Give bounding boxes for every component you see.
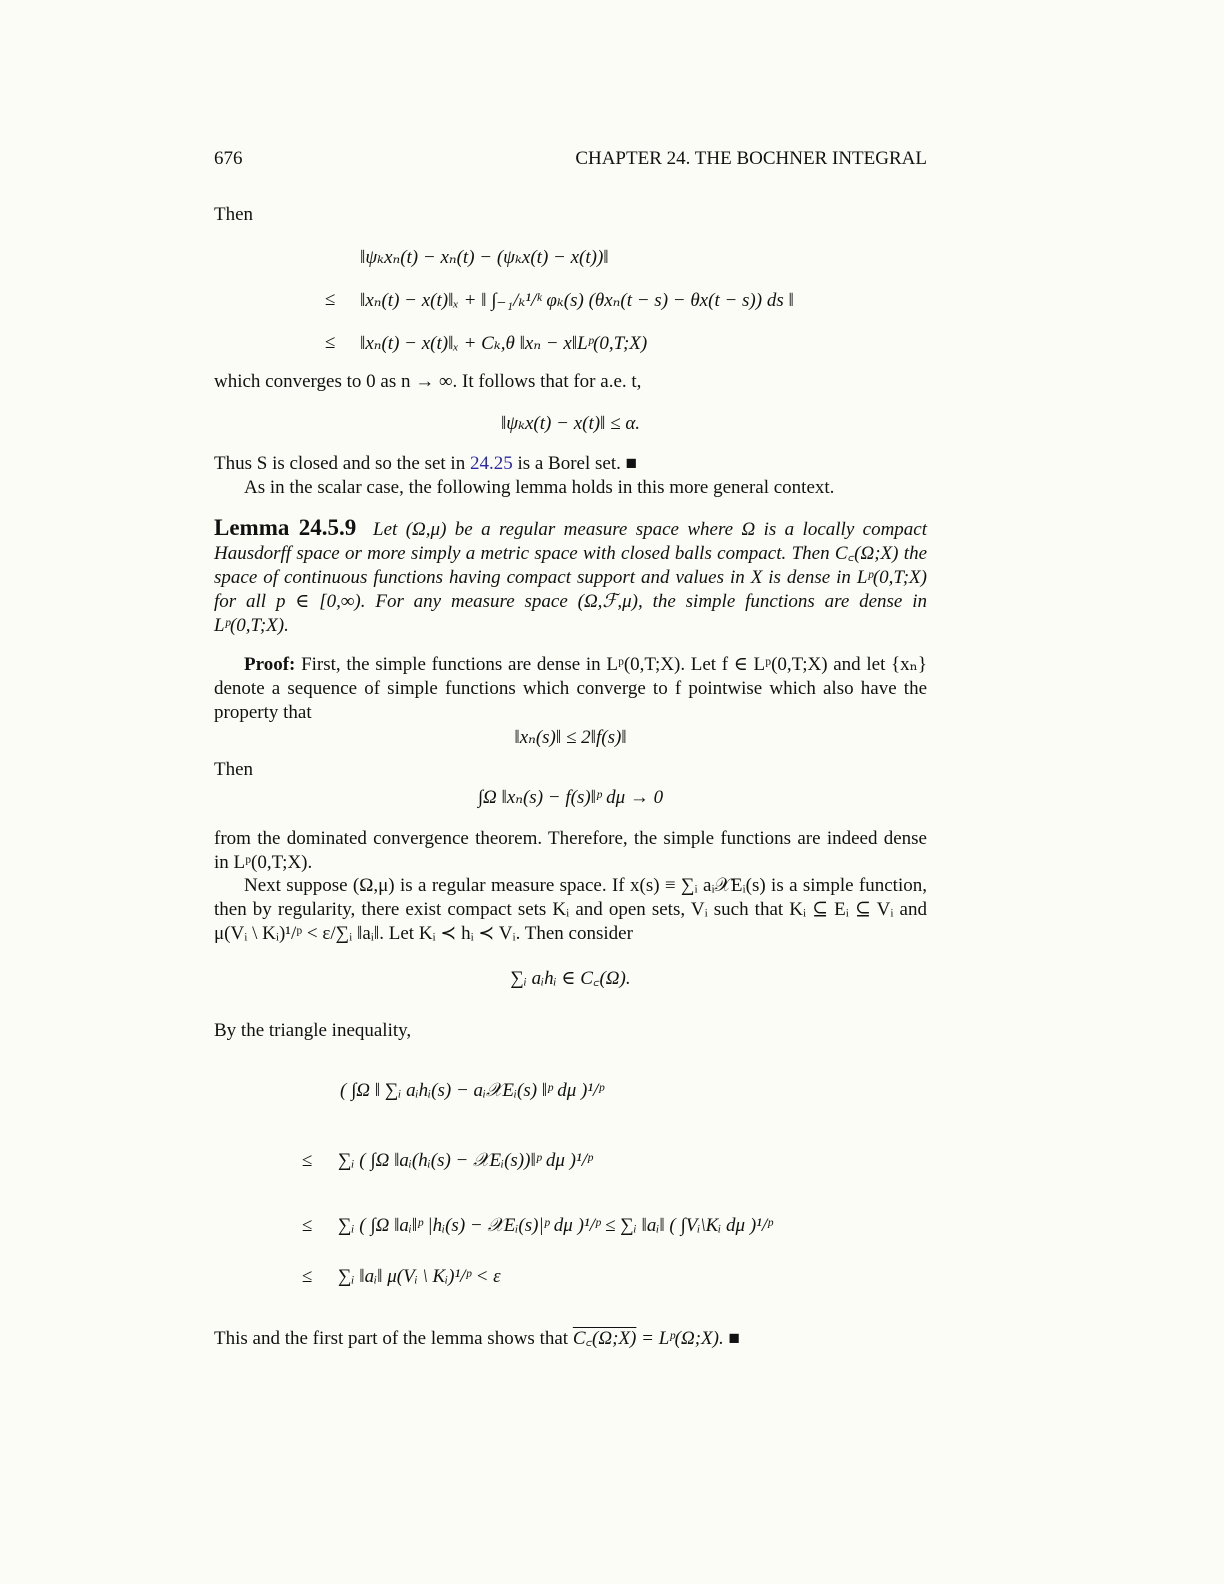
thus-before: Thus S is closed and so the set in (214, 453, 470, 474)
conclusion-text (214, 1324, 740, 1350)
equation-4: ∫Ω ‖xₙ(s) − f(s)‖ᵖ dμ → 0 (477, 787, 664, 808)
eq6-line2: ∑ᵢ ( ∫Ω ‖aᵢ(hᵢ(s) − 𝒳Eᵢ(s))‖ᵖ dμ )¹/ᵖ (338, 1150, 593, 1171)
eq1-line3: ‖xₙ(t) − x(t)‖ₓ + Cₖ,θ ‖xₙ − x‖Lᵖ(0,T;X) (360, 333, 648, 354)
thus-after: is a Borel set. ■ (512, 453, 638, 474)
eq6-line3: ∑ᵢ ( ∫Ω ‖aᵢ‖ᵖ |hᵢ(s) − 𝒳Eᵢ(s)|ᵖ dμ )¹/ᵖ ≤ ∑ᵢ ‖aᵢ‖ ( ∫Vᵢ\Kᵢ dμ )¹/ᵖ (338, 1215, 773, 1236)
lemma-text: Let (Ω,μ) be a regular measure space where Ω is a locally compact Hausdorff space or more simply a metric space with closed balls compact. Then C꜀(Ω;X) the space of continuous functions having compact support and values in X is dense in Lᵖ(0,T;X) for all p ∈ [0,∞). For any measure space (Ω,ℱ,μ), the simple functions are dense in Lᵖ(0,T;X). (214, 519, 928, 636)
converges-text: which converges to 0 as n → ∞. It follows that for a.e. t, (214, 371, 642, 392)
eq1-rel2: ≤ (325, 289, 336, 310)
proof-text: First, the simple functions are dense in Lᵖ(0,T;X). Let f ∈ Lᵖ(0,T;X) and let {xₙ} denote a sequence of simple functions which converge to f pointwise which also have the property that (214, 654, 928, 723)
eq6-rel2: ≤ (302, 1150, 313, 1171)
triangle-text: By the triangle inequality, (214, 1020, 412, 1041)
then-text-2: Then (214, 759, 254, 780)
eq6-rel3: ≤ (302, 1215, 313, 1236)
thus-text (214, 453, 637, 475)
equation-2: ‖ψₖx(t) − x(t)‖ ≤ α. (500, 413, 641, 434)
next-suppose-paragraph: Next suppose (Ω,μ) is a regular measure space. If x(s) ≡ ∑ᵢ aᵢ𝒳Eᵢ(s) is a simple function, then by regularity, there exist compact sets Kᵢ and open sets, Vᵢ such that Kᵢ ⊆ Eᵢ ⊆ Vᵢ and μ(Vᵢ \ Kᵢ)¹/ᵖ < ε/∑ᵢ ‖aᵢ‖. Let Kᵢ ≺ hᵢ ≺ Vᵢ. Then consider (214, 875, 927, 944)
eq6-line4: ∑ᵢ ‖aᵢ‖ μ(Vᵢ \ Kᵢ)¹/ᵖ < ε (338, 1266, 501, 1287)
conclusion-before: This and the first part of the lemma shows that (214, 1328, 573, 1349)
eq1-line2: ‖xₙ(t) − x(t)‖ₓ + ‖ ∫₋₁/ₖ¹/ᵏ φₖ(s) (θxₙ(t − s) − θx(t − s)) ds ‖ (360, 290, 794, 311)
dominated-paragraph: from the dominated convergence theorem. Therefore, the simple functions are indeed dense in Lᵖ(0,T;X). (214, 828, 927, 873)
lemma-label: Lemma 24.5.9 (214, 515, 357, 540)
running-header: CHAPTER 24. THE BOCHNER INTEGRAL (575, 148, 927, 169)
equation-3: ‖xₙ(s)‖ ≤ 2‖f(s)‖ (514, 727, 627, 748)
eq6-rel4: ≤ (302, 1266, 313, 1287)
eq6-line1: ( ∫Ω ‖ ∑ᵢ aᵢhᵢ(s) − aᵢ𝒳Eᵢ(s) ‖ᵖ dμ )¹/ᵖ (340, 1080, 604, 1101)
closure-cc: C꜀(Ω;X) (572, 1328, 637, 1349)
eq1-line1: ‖ψₖxₙ(t) − xₙ(t) − (ψₖx(t) − x(t))‖ (360, 247, 609, 268)
eq1-rel3: ≤ (325, 332, 336, 353)
proof-label: Proof: (244, 654, 296, 675)
equation-ref-link[interactable]: 24.25 (469, 453, 513, 474)
scalar-case-text: As in the scalar case, the following lemma holds in this more general context. (244, 477, 835, 498)
proof-paragraph (214, 653, 927, 725)
then-text: Then (214, 204, 254, 225)
lemma-block (214, 516, 927, 638)
page-number: 676 (214, 148, 243, 169)
equation-5: ∑ᵢ aᵢhᵢ ∈ C꜀(Ω). (510, 968, 631, 989)
conclusion-after: = Lᵖ(Ω;X). ■ (636, 1328, 740, 1349)
